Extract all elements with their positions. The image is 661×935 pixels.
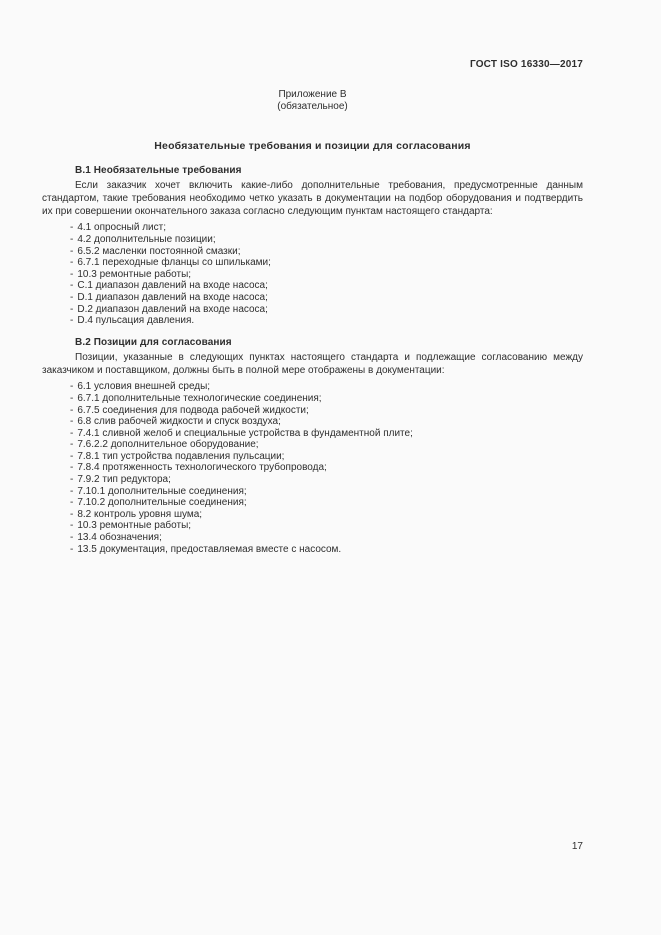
list-item-text: 6.5.2 масленки постоянной смазки; [77, 245, 241, 257]
list-item [42, 257, 583, 269]
list-item [42, 416, 583, 428]
list-item-dash: - [70, 520, 74, 532]
list-item-text: 13.4 обозначения; [77, 532, 162, 544]
list-item [42, 234, 583, 246]
list-item [42, 292, 583, 304]
list-item-text: 7.8.4 протяженность технологического трубопровода; [77, 462, 327, 474]
list-item [42, 486, 583, 498]
appendix-title: Необязательные требования и позиции для согласования [154, 140, 471, 152]
list-item [42, 497, 583, 509]
list-item [42, 544, 583, 556]
doc-number: ГОСТ ISO 16330—2017 [469, 59, 583, 70]
section-b2-list [42, 381, 583, 555]
page-number: 17 [571, 841, 583, 852]
list-item [42, 451, 583, 463]
list-item-dash: - [70, 381, 74, 393]
list-item [42, 381, 583, 393]
list-item-text: C.1 диапазон давлений на входе насоса; [77, 280, 268, 292]
list-item [42, 462, 583, 474]
list-item-dash: - [70, 497, 74, 509]
list-item-dash: - [70, 439, 74, 451]
list-item [42, 222, 583, 234]
list-item-text: 7.10.2 дополнительные соединения; [77, 497, 247, 509]
list-item-text: 7.10.1 дополнительные соединения; [77, 485, 247, 497]
section-b1-heading: В.1 Необязательные требования [75, 165, 242, 176]
list-item-dash: - [70, 450, 74, 462]
list-item-text: 10.3 ремонтные работы; [77, 268, 192, 280]
list-item-text: 7.8.1 тип устройства подавления пульсации; [77, 450, 285, 462]
list-item-dash: - [70, 245, 74, 257]
list-item-dash: - [70, 280, 74, 292]
list-item [42, 304, 583, 316]
list-item-dash: - [70, 257, 74, 269]
list-item-dash: - [70, 427, 74, 439]
list-item-text: 6.7.1 переходные фланцы со шпильками; [77, 257, 271, 269]
list-item-text: 13.5 документация, предоставляемая вместе с насосом. [77, 543, 342, 555]
section-b1-paragraph: Если заказчик хочет включить какие-либо дополнительные требования, предусмотренные данным стандартом, такие требования необходимо четко указать в документации на подбор оборудования и подтвердить их при совершении окончательного заказа согласно следующим пунктам настоящего стандарта: [42, 180, 583, 217]
list-item-dash: - [70, 416, 74, 428]
section-b1-list [42, 222, 583, 326]
list-item [42, 474, 583, 486]
list-item-text: 7.6.2.2 дополнительное оборудование; [77, 439, 259, 451]
list-item-dash: - [70, 532, 74, 544]
list-item [42, 405, 583, 417]
list-item-dash: - [70, 474, 74, 486]
list-item-text: 8.2 контроль уровня шума; [77, 508, 203, 520]
list-item [42, 532, 583, 544]
list-item-dash: - [70, 462, 74, 474]
list-item-text: D.1 диапазон давлений на входе насоса; [77, 291, 268, 303]
list-item [42, 439, 583, 451]
list-item-text: 4.1 опросный лист; [77, 222, 166, 234]
list-item-dash: - [70, 543, 74, 555]
list-item-dash: - [70, 485, 74, 497]
section-b2-heading: В.2 Позиции для согласования [75, 336, 232, 348]
list-item-dash: - [70, 303, 74, 315]
list-item [42, 280, 583, 292]
list-item-dash: - [70, 268, 74, 280]
list-item-text: 10.3 ремонтные работы; [77, 520, 192, 532]
list-item-dash: - [70, 404, 74, 416]
list-item-text: D.2 диапазон давлений на входе насоса; [77, 303, 268, 315]
list-item-text: 6.8 слив рабочей жидкости и спуск воздуха; [77, 416, 281, 428]
appendix-status: (обязательное) [277, 101, 348, 112]
list-item-text: 6.7.5 соединения для подвода рабочей жидкости; [77, 404, 309, 416]
list-item-dash: - [70, 233, 74, 245]
list-item [42, 393, 583, 405]
list-item-text: 6.7.1 дополнительные технологические соединения; [77, 392, 322, 404]
section-b2-paragraph: Позиции, указанные в следующих пунктах настоящего стандарта и подлежащие согласованию между заказчиком и поставщиком, должны быть в полной мере отображены в документации: [42, 351, 583, 376]
list-item [42, 509, 583, 521]
list-item-text: 7.9.2 тип редуктора; [77, 474, 171, 486]
list-item-text: D.4 пульсация давления. [77, 315, 195, 327]
list-item-text: 7.4.1 сливной желоб и специальные устройства в фундаментной плите; [77, 427, 413, 439]
list-item [42, 246, 583, 258]
list-item [42, 269, 583, 281]
list-item-dash: - [70, 392, 74, 404]
list-item-text: 4.2 дополнительные позиции; [77, 233, 216, 245]
list-item [42, 520, 583, 532]
list-item-dash: - [70, 222, 74, 234]
list-item-dash: - [70, 508, 74, 520]
list-item-dash: - [70, 315, 74, 327]
section-b1 [42, 165, 583, 327]
list-item [42, 428, 583, 440]
list-item [42, 315, 583, 327]
list-item-text: 6.1 условия внешней среды; [77, 381, 211, 393]
section-b2 [42, 337, 583, 556]
appendix-label: Приложение В [278, 89, 347, 100]
list-item-dash: - [70, 291, 74, 303]
